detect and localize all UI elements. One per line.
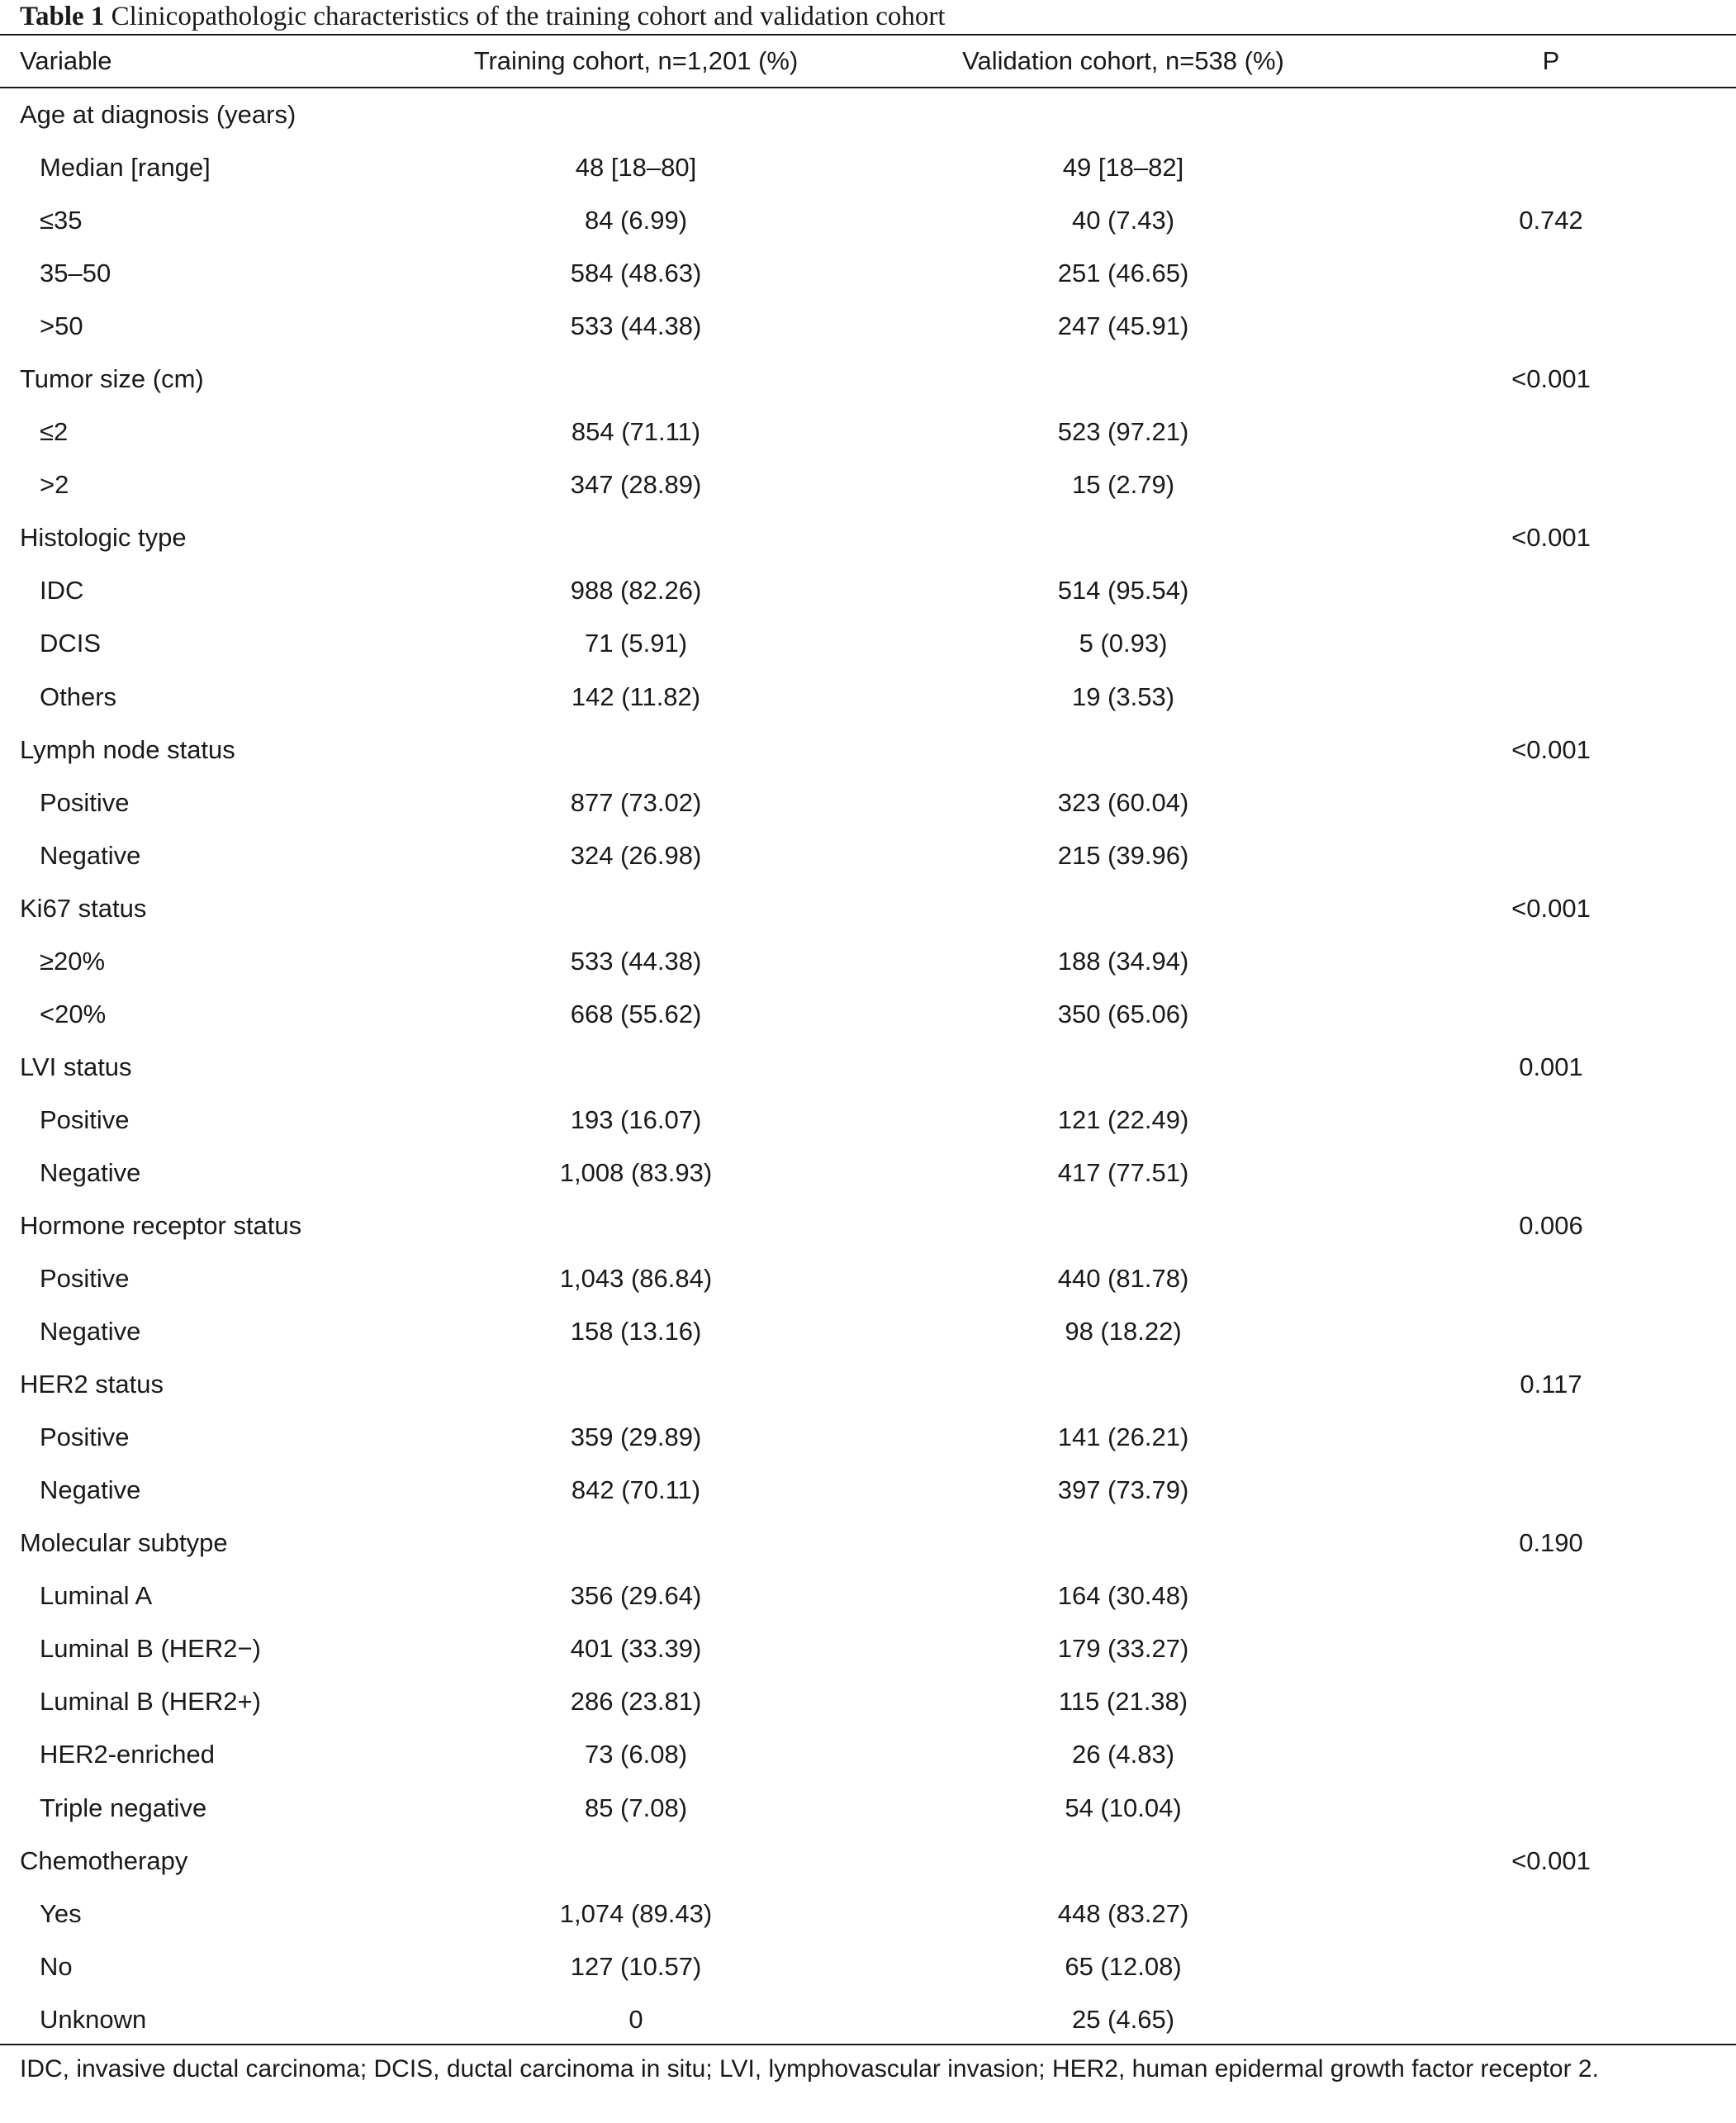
cell-variable: HER2-enriched	[40, 1740, 215, 1769]
cell-validation: 15 (2.79)	[1071, 470, 1175, 500]
cell-variable: Luminal A	[40, 1581, 153, 1611]
table-row	[0, 829, 1736, 882]
cell-training: 1,008 (83.93)	[559, 1157, 713, 1187]
cell-training: 356 (29.64)	[570, 1581, 702, 1611]
cell-training: 401 (33.39)	[570, 1634, 702, 1664]
cell-validation: 448 (83.27)	[1057, 1898, 1189, 1928]
table-caption	[20, 0, 946, 33]
cell-training: 193 (16.07)	[570, 1104, 702, 1134]
cell-p-value: 0.742	[1519, 206, 1583, 235]
cell-p-value: 0.001	[1519, 1052, 1583, 1081]
cell-variable: >50	[40, 311, 83, 341]
table-row	[0, 1570, 1736, 1622]
cell-training: 1,074 (89.43)	[559, 1898, 713, 1928]
table-group-row	[0, 511, 1736, 564]
table-row	[0, 1622, 1736, 1675]
table-group-row	[0, 353, 1736, 406]
cell-p-value: <0.001	[1511, 1845, 1591, 1875]
cell-variable: ≥20%	[40, 946, 106, 976]
cell-training: 533 (44.38)	[570, 946, 702, 976]
cell-variable: Positive	[40, 1104, 130, 1134]
cell-validation: 323 (60.04)	[1057, 787, 1189, 817]
cell-validation: 141 (26.21)	[1057, 1422, 1189, 1452]
cell-training: 142 (11.82)	[571, 682, 701, 711]
cell-training: 533 (44.38)	[570, 311, 702, 341]
cell-validation: 350 (65.06)	[1057, 999, 1189, 1028]
table-label: Table 1	[20, 2, 105, 31]
cell-variable: Molecular subtype	[20, 1528, 228, 1558]
cell-variable: Luminal B (HER2+)	[40, 1687, 261, 1717]
cell-variable: DCIS	[40, 629, 102, 658]
table-footnote: IDC, invasive ductal carcinoma; DCIS, ductal carcinoma in situ; LVI, lymphovascular invasion; HER2, human epidermal growth factor receptor 2.	[20, 2055, 1599, 2083]
cell-training: 84 (6.99)	[584, 206, 688, 235]
cell-variable: >2	[40, 470, 69, 500]
table-group-row	[0, 1835, 1736, 1888]
cell-validation: 215 (39.96)	[1057, 840, 1189, 870]
table-row	[0, 1464, 1736, 1517]
cell-validation: 523 (97.21)	[1057, 417, 1189, 447]
cell-validation: 65 (12.08)	[1065, 1951, 1182, 1981]
cell-variable: Positive	[40, 787, 130, 817]
header-variable: Variable	[20, 46, 112, 75]
cell-variable: Positive	[40, 1264, 130, 1294]
table-row	[0, 935, 1736, 988]
cell-training: 359 (29.89)	[570, 1422, 702, 1452]
table-title: Clinicopathologic characteristics of the training cohort and validation cohort	[111, 2, 946, 31]
cell-variable: ≤2	[40, 417, 69, 447]
cell-variable: <20%	[40, 999, 107, 1028]
cell-validation: 49 [18–82]	[1062, 153, 1184, 183]
cell-training: 73 (6.08)	[584, 1740, 688, 1769]
cell-training: 988 (82.26)	[570, 576, 702, 606]
cell-validation: 98 (18.22)	[1065, 1317, 1182, 1346]
cell-training: 347 (28.89)	[570, 470, 702, 500]
cell-validation: 19 (3.53)	[1071, 682, 1175, 711]
table-row	[0, 777, 1736, 829]
cell-validation: 440 (81.78)	[1057, 1264, 1189, 1294]
cell-variable: Chemotherapy	[20, 1845, 188, 1875]
cell-training: 286 (23.81)	[570, 1687, 702, 1717]
header-training-cohort: Training cohort, n=1,201 (%)	[473, 46, 799, 75]
table-row	[0, 1728, 1736, 1781]
table-row	[0, 988, 1736, 1041]
cell-variable: Unknown	[40, 2004, 147, 2034]
table-header	[0, 36, 1736, 87]
cell-validation: 54 (10.04)	[1065, 1793, 1182, 1822]
cell-validation: 179 (33.27)	[1057, 1634, 1189, 1664]
cell-validation: 5 (0.93)	[1079, 629, 1168, 658]
cell-validation: 115 (21.38)	[1058, 1687, 1188, 1717]
cell-validation: 247 (45.91)	[1057, 311, 1189, 341]
table-row	[0, 1411, 1736, 1464]
table-row	[0, 1305, 1736, 1358]
table-row	[0, 458, 1736, 511]
cell-variable: Negative	[40, 1157, 141, 1187]
table-row	[0, 1147, 1736, 1199]
cell-training: 584 (48.63)	[570, 259, 702, 288]
table-row	[0, 1888, 1736, 1940]
table-body	[0, 88, 1736, 2046]
cell-variable: Others	[40, 682, 117, 711]
cell-variable: Hormone receptor status	[20, 1210, 302, 1240]
table-row	[0, 300, 1736, 353]
cell-p-value: 0.190	[1519, 1528, 1583, 1558]
table-row	[0, 141, 1736, 194]
cell-variable: Histologic type	[20, 523, 187, 553]
cell-variable: Age at diagnosis (years)	[20, 100, 296, 129]
cell-p-value: <0.001	[1511, 734, 1591, 764]
table-row	[0, 247, 1736, 300]
cell-variable: Negative	[40, 1475, 141, 1505]
cell-training: 85 (7.08)	[584, 1793, 688, 1822]
cell-variable: Negative	[40, 1317, 141, 1346]
table-group-row	[0, 724, 1736, 777]
cell-p-value: 0.006	[1519, 1210, 1583, 1240]
cell-variable: Tumor size (cm)	[20, 364, 204, 394]
cell-variable: ≤35	[40, 206, 83, 235]
bottom-rule	[0, 2044, 1736, 2045]
cell-variable: Negative	[40, 840, 141, 870]
cell-training: 127 (10.57)	[570, 1951, 702, 1981]
cell-training: 324 (26.98)	[570, 840, 702, 870]
cell-variable: No	[40, 1951, 73, 1981]
cell-training: 842 (70.11)	[571, 1475, 701, 1505]
cell-variable: Yes	[40, 1898, 82, 1928]
cell-variable: IDC	[40, 576, 84, 606]
cell-training: 668 (55.62)	[570, 999, 702, 1028]
cell-variable: 35–50	[40, 259, 111, 288]
cell-training: 877 (73.02)	[570, 787, 702, 817]
cell-variable: HER2 status	[20, 1370, 164, 1399]
table-group-row	[0, 1041, 1736, 1094]
cell-training: 0	[628, 2004, 643, 2034]
cell-validation: 26 (4.83)	[1071, 1740, 1175, 1769]
table-row	[0, 1940, 1736, 1993]
cell-variable: Median [range]	[40, 153, 211, 183]
table-group-row	[0, 882, 1736, 935]
table-row	[0, 1675, 1736, 1728]
cell-validation: 514 (95.54)	[1057, 576, 1189, 606]
table-group-row	[0, 1517, 1736, 1570]
cell-p-value: <0.001	[1511, 364, 1591, 394]
cell-validation: 251 (46.65)	[1057, 259, 1189, 288]
table-row	[0, 1993, 1736, 2046]
cell-variable: Triple negative	[40, 1793, 207, 1822]
table-row	[0, 617, 1736, 670]
cell-variable: Ki67 status	[20, 893, 147, 923]
table-row	[0, 1782, 1736, 1835]
table-group-row	[0, 1199, 1736, 1252]
table-row	[0, 1252, 1736, 1305]
table-group-row	[0, 1358, 1736, 1411]
cell-validation: 40 (7.43)	[1071, 206, 1175, 235]
cell-validation: 121 (22.49)	[1057, 1104, 1189, 1134]
cell-validation: 25 (4.65)	[1071, 2004, 1175, 2034]
cell-validation: 164 (30.48)	[1057, 1581, 1189, 1611]
cell-p-value: <0.001	[1511, 523, 1591, 553]
table-row	[0, 671, 1736, 724]
cell-training: 48 [18–80]	[575, 153, 697, 183]
cell-training: 1,043 (86.84)	[559, 1264, 713, 1294]
cell-variable: Luminal B (HER2−)	[40, 1634, 261, 1664]
cell-validation: 417 (77.51)	[1057, 1157, 1189, 1187]
cell-variable: Positive	[40, 1422, 130, 1452]
table-group-row	[0, 88, 1736, 141]
cell-p-value: <0.001	[1511, 893, 1591, 923]
table-row	[0, 564, 1736, 617]
table-row	[0, 406, 1736, 458]
cell-validation: 397 (73.79)	[1057, 1475, 1189, 1505]
cell-variable: Lymph node status	[20, 734, 235, 764]
cell-training: 854 (71.11)	[571, 417, 701, 447]
cell-validation: 188 (34.94)	[1057, 946, 1189, 976]
header-validation-cohort: Validation cohort, n=538 (%)	[962, 46, 1284, 75]
cell-training: 158 (13.16)	[570, 1317, 702, 1346]
header-p-value: P	[1542, 46, 1560, 75]
table-row	[0, 1094, 1736, 1147]
cell-variable: LVI status	[20, 1052, 132, 1081]
table-row	[0, 194, 1736, 247]
cell-p-value: 0.117	[1520, 1370, 1582, 1399]
cell-training: 71 (5.91)	[584, 629, 688, 658]
